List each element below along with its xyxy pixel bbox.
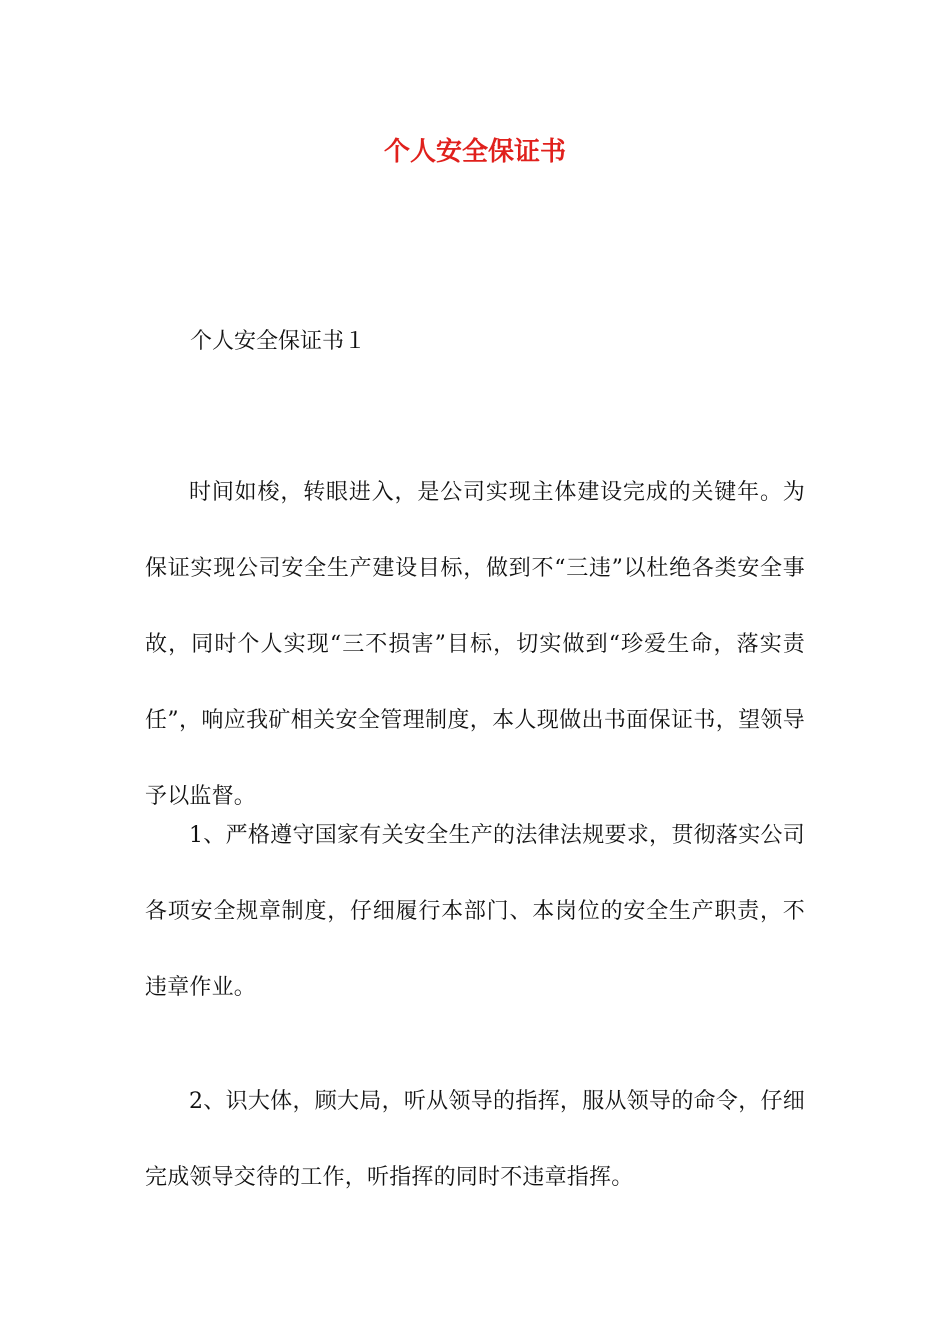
section-heading: 个人安全保证书１ xyxy=(190,329,367,354)
paragraph-item-2: 2、识大体，顾大局，听从领导的指挥，服从领导的命令，仔细完成领导交待的工作，听指挥的同时不违章指挥。 xyxy=(145,1089,805,1190)
paragraph-intro: 时间如梭，转眼进入，是公司实现主体建设完成的关键年。为保证实现公司安全生产建设目标，做到不“三违”以杜绝各类安全事故，同时个人实现“三不损害”目标，切实做到“珍爱生命，落实责任”，响应我矿相关安全管理制度，本人现做出书面保证书，望领导予以监督。 xyxy=(145,480,805,809)
paragraph-item-1: 1、严格遵守国家有关安全生产的法律法规要求，贯彻落实公司各项安全规章制度，仔细履行本部门、本岗位的安全生产职责，不违章作业。 xyxy=(145,823,805,1000)
document-title: 个人安全保证书 xyxy=(383,137,566,167)
